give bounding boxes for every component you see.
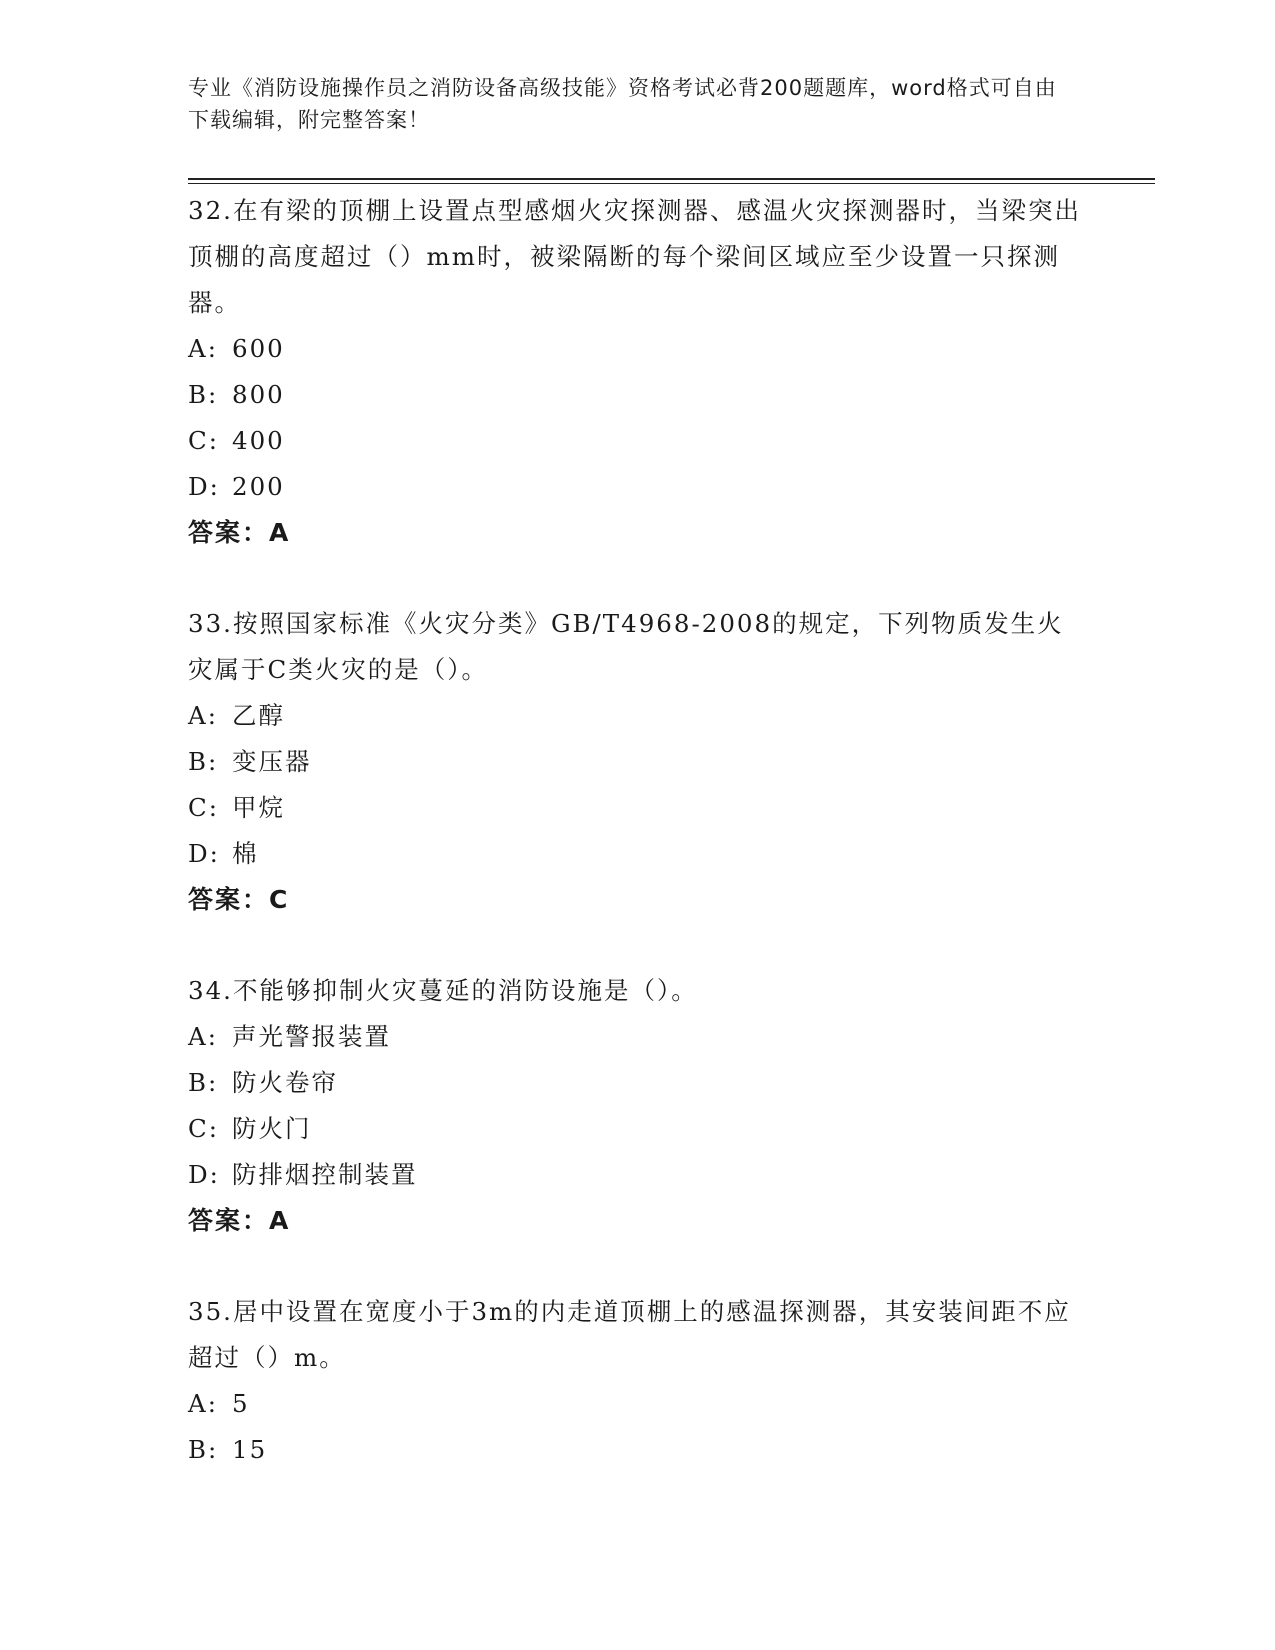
option-text: 防火门 [232, 1114, 312, 1143]
answer-line: 答案：C [188, 885, 290, 914]
option-letter: A: [188, 701, 218, 730]
option-d [188, 1152, 1088, 1198]
option-text: 600 [232, 334, 285, 363]
option-letter: B: [188, 1435, 219, 1464]
question-text: 32.在有梁的顶棚上设置点型感烟火灾探测器、感温火灾探测器时，当梁突出顶棚的高度超过（）mm时，被梁隔断的每个梁间区域应至少设置一只探测器。 [188, 196, 1081, 317]
option-a [188, 1014, 1088, 1060]
option-text: 声光警报装置 [232, 1022, 391, 1051]
option-b [188, 1060, 1088, 1106]
option-text: 200 [232, 472, 285, 501]
option-text: 甲烷 [232, 793, 285, 822]
option-a [188, 326, 1088, 372]
header-divider-thin [188, 183, 1155, 184]
question-34 [188, 968, 1088, 1244]
option-b [188, 372, 1088, 418]
option-text: 5 [232, 1389, 250, 1418]
option-b [188, 739, 1088, 785]
option-letter: D: [188, 839, 220, 868]
document-header: 专业《消防设施操作员之消防设备高级技能》资格考试必背200题题库，word格式可自由下载编辑，附完整答案！ [188, 76, 1057, 132]
option-text: 棉 [232, 839, 259, 868]
option-letter: D: [188, 1160, 220, 1189]
question-text: 33.按照国家标准《火灾分类》GB/T4968-2008的规定，下列物质发生火灾属于C类火灾的是（）。 [188, 609, 1064, 684]
option-letter: C: [188, 793, 220, 822]
option-text: 防排烟控制装置 [232, 1160, 418, 1189]
question-35 [188, 1289, 1088, 1473]
option-text: 防火卷帘 [232, 1068, 338, 1097]
option-text: 400 [232, 426, 285, 455]
option-letter: B: [188, 1068, 219, 1097]
option-d [188, 831, 1088, 877]
option-c [188, 418, 1088, 464]
header-divider-thick [188, 178, 1155, 180]
option-c [188, 785, 1088, 831]
question-text: 35.居中设置在宽度小于3m的内走道顶棚上的感温探测器，其安装间距不应超过（）m。 [188, 1297, 1071, 1372]
option-letter: B: [188, 380, 219, 409]
option-letter: A: [188, 334, 218, 363]
option-letter: A: [188, 1389, 218, 1418]
option-text: 变压器 [232, 747, 312, 776]
option-text: 乙醇 [232, 701, 285, 730]
option-a [188, 693, 1088, 739]
option-letter: B: [188, 747, 219, 776]
option-d [188, 464, 1088, 510]
question-33 [188, 601, 1088, 923]
option-letter: C: [188, 1114, 220, 1143]
question-32 [188, 188, 1088, 556]
option-letter: A: [188, 1022, 218, 1051]
answer-line: 答案：A [188, 1206, 291, 1235]
option-letter: D: [188, 472, 220, 501]
option-text: 800 [232, 380, 285, 409]
answer-line: 答案：A [188, 518, 291, 547]
option-a [188, 1381, 1088, 1427]
option-b [188, 1427, 1088, 1473]
option-c [188, 1106, 1088, 1152]
option-text: 15 [232, 1435, 268, 1464]
option-letter: C: [188, 426, 220, 455]
question-list [188, 188, 1088, 1473]
question-text: 34.不能够抑制火灾蔓延的消防设施是（）。 [188, 976, 698, 1005]
